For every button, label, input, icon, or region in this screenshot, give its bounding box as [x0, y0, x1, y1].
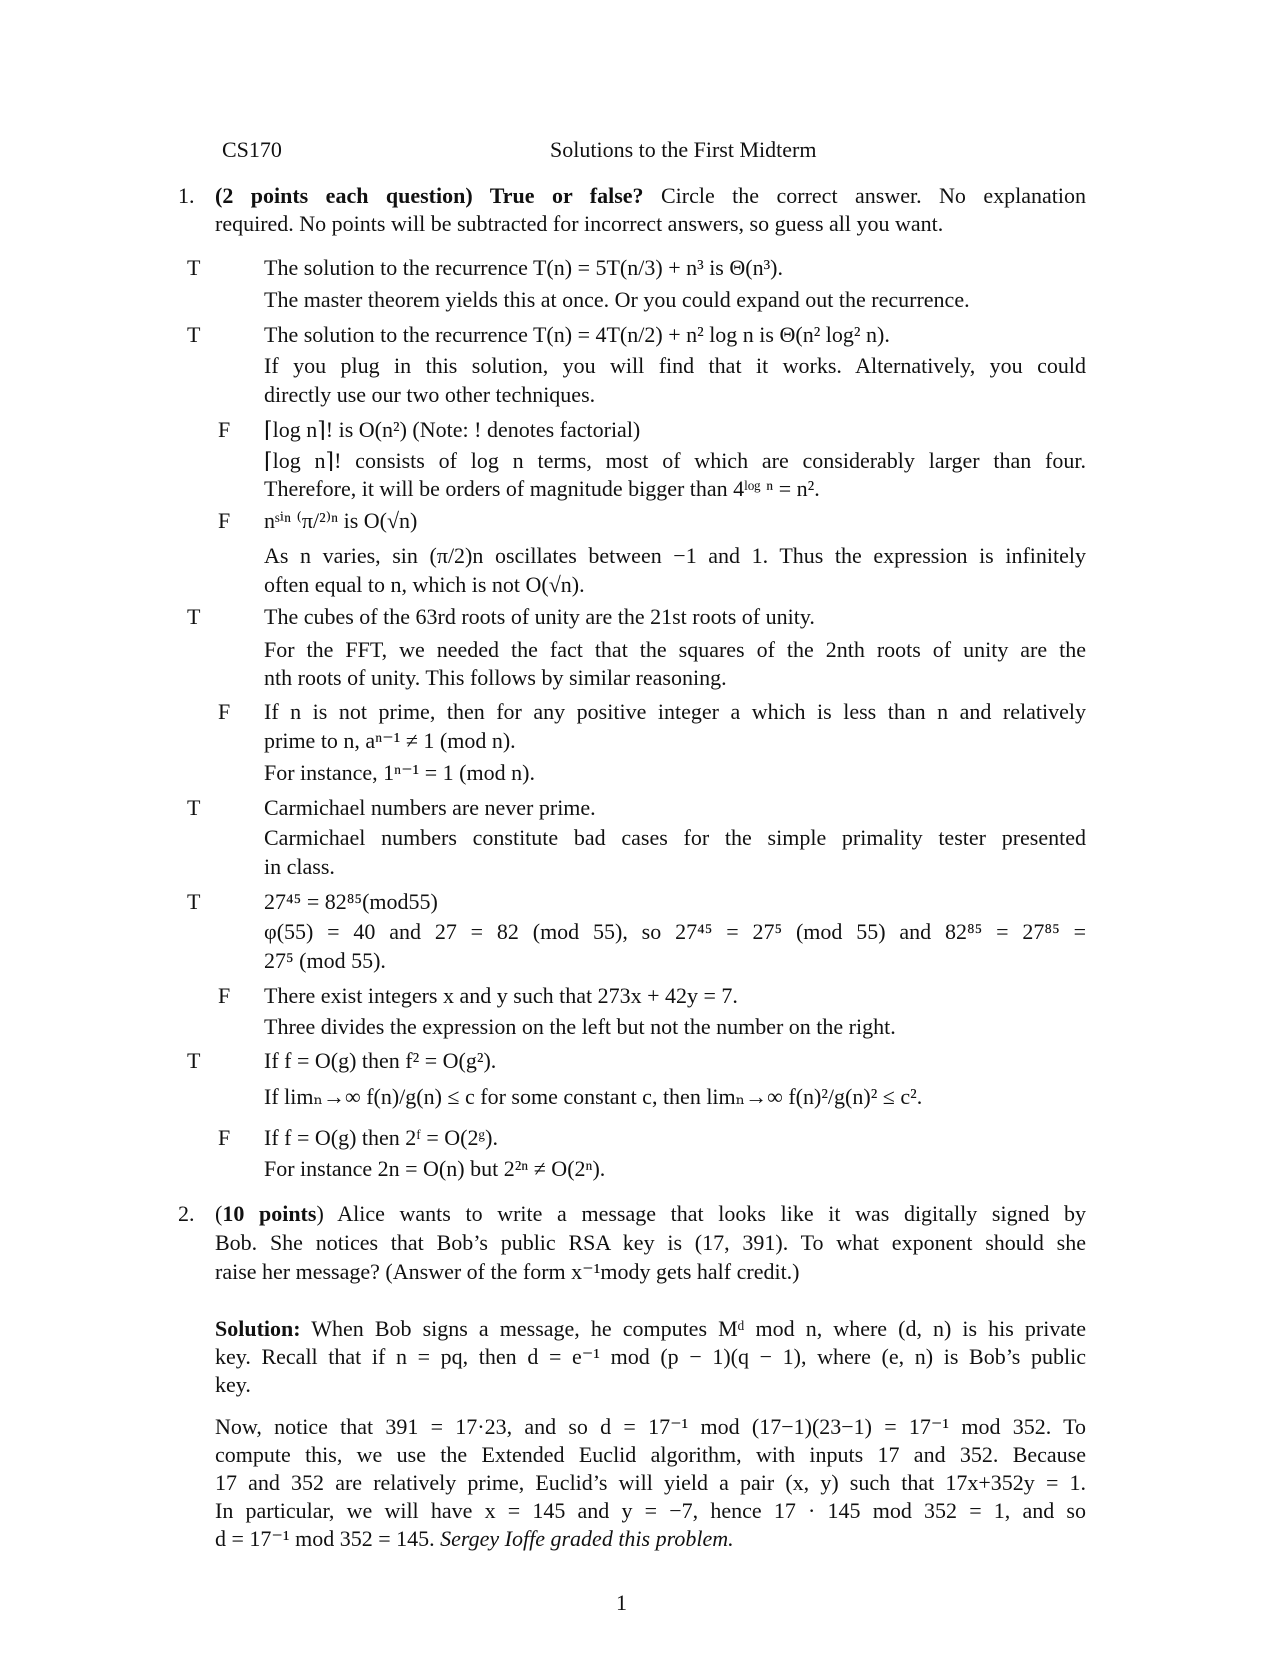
- item-explanation: in class.: [264, 854, 335, 879]
- solution-line-1: [215, 1316, 1086, 1342]
- answer-mark: F: [218, 983, 231, 1008]
- question-2-text: ) Alice wants to write a message that looks like it was digitally signed by: [316, 1201, 1086, 1226]
- course-label: CS170: [222, 137, 282, 162]
- solution-line-2: key. Recall that if n = pq, then d = e⁻¹ mod (p − 1)(q − 1), where (e, n) is Bob’s public: [215, 1344, 1086, 1369]
- item-statement: The solution to the recurrence T(n) = 4T(n/2) + n² log n is Θ(n² log² n).: [264, 322, 890, 347]
- answer-mark: F: [218, 699, 231, 724]
- question-1-number: 1.: [178, 183, 195, 208]
- item-statement: prime to n, aⁿ⁻¹ ≠ 1 (mod n).: [264, 728, 516, 753]
- solution-text: When Bob signs a message, he computes Mᵈ mod n, where (d, n) is his private: [300, 1316, 1086, 1341]
- answer-mark: F: [218, 417, 231, 442]
- item-explanation: often equal to n, which is not O(√n).: [264, 572, 585, 597]
- question-2-line-3: raise her message? (Answer of the form x⁻¹mody gets half credit.): [215, 1259, 800, 1284]
- answer-mark: F: [218, 508, 231, 533]
- solution-p2-line-5: [215, 1526, 734, 1552]
- item-explanation: If limₙ→∞ f(n)/g(n) ≤ c for some constant c, then limₙ→∞ f(n)²/g(n)² ≤ c².: [264, 1084, 923, 1109]
- question-2-line-1: [215, 1201, 1086, 1227]
- solution-final: d = 17⁻¹ mod 352 = 145.: [215, 1526, 435, 1551]
- answer-mark: T: [187, 322, 201, 347]
- item-explanation: For the FFT, we needed the fact that the squares of the 2nth roots of unity are the: [264, 637, 1086, 662]
- answer-mark: T: [187, 889, 201, 914]
- item-statement: If f = O(g) then 2ᶠ = O(2ᵍ).: [264, 1125, 498, 1150]
- answer-mark: T: [187, 255, 201, 280]
- item-statement: ⌈log n⌉! is O(n²) (Note: ! denotes factorial): [264, 417, 641, 442]
- question-2-points: 10 points: [222, 1201, 317, 1226]
- document-title: Solutions to the First Midterm: [550, 137, 817, 162]
- item-statement: There exist integers x and y such that 273x + 42y = 7.: [264, 983, 738, 1008]
- answer-mark: T: [187, 1048, 201, 1073]
- item-explanation: φ(55) = 40 and 27 = 82 (mod 55), so 27⁴⁵ = 27⁵ (mod 55) and 82⁸⁵ = 27⁸⁵ =: [264, 919, 1086, 944]
- item-statement: If n is not prime, then for any positive integer a which is less than n and relatively: [264, 699, 1086, 724]
- item-explanation: The master theorem yields this at once. Or you could expand out the recurrence.: [264, 287, 970, 312]
- question-1-line-2: required. No points will be subtracted for incorrect answers, so guess all you want.: [215, 211, 944, 236]
- answer-mark: T: [187, 795, 201, 820]
- item-statement: The solution to the recurrence T(n) = 5T(n/3) + n³ is Θ(n³).: [264, 255, 784, 280]
- page-number: 1: [616, 1590, 627, 1615]
- question-2-number: 2.: [178, 1201, 195, 1226]
- solution-p2-line-1: Now, notice that 391 = 17·23, and so d = 17⁻¹ mod (17−1)(23−1) = 17⁻¹ mod 352. To: [215, 1414, 1086, 1439]
- item-statement: nˢⁱⁿ ⁽π/²⁾ⁿ is O(√n): [264, 508, 418, 533]
- item-explanation: ⌈log n⌉! consists of log n terms, most of which are considerably larger than four.: [264, 448, 1086, 473]
- grader-note: Sergey Ioffe graded this problem.: [434, 1526, 734, 1551]
- item-explanation: 27⁵ (mod 55).: [264, 948, 386, 973]
- paren: (: [215, 1201, 223, 1226]
- item-explanation: For instance, 1ⁿ⁻¹ = 1 (mod n).: [264, 760, 535, 785]
- answer-mark: F: [218, 1125, 231, 1150]
- question-2-line-2: Bob. She notices that Bob’s public RSA key is (17, 391). To what exponent should she: [215, 1230, 1086, 1255]
- item-explanation: If you plug in this solution, you will find that it works. Alternatively, you could: [264, 353, 1086, 378]
- solution-p2-line-4: In particular, we will have x = 145 and y = −7, hence 17 · 145 mod 352 = 1, and so: [215, 1498, 1086, 1523]
- item-statement: 27⁴⁵ = 82⁸⁵(mod55): [264, 889, 438, 914]
- item-explanation: directly use our two other techniques.: [264, 382, 596, 407]
- item-explanation: For instance 2n = O(n) but 2²ⁿ ≠ O(2ⁿ).: [264, 1156, 606, 1181]
- item-explanation: Therefore, it will be orders of magnitude bigger than 4ˡᵒᵍ ⁿ = n².: [264, 476, 820, 501]
- solution-line-3: key.: [215, 1372, 251, 1397]
- solution-p2-line-3: 17 and 352 are relatively prime, Euclid’s will yield a pair (x, y) such that 17x+352y = 1.: [215, 1470, 1086, 1495]
- question-1-points: (2 points each question) True or false?: [215, 183, 644, 208]
- item-explanation: Three divides the expression on the left but not the number on the right.: [264, 1014, 896, 1039]
- solution-label: Solution:: [215, 1316, 301, 1341]
- question-1-line-1: [215, 183, 1086, 209]
- item-statement: If f = O(g) then f² = O(g²).: [264, 1048, 497, 1073]
- item-statement: Carmichael numbers are never prime.: [264, 795, 596, 820]
- solution-p2-line-2: compute this, we use the Extended Euclid algorithm, with inputs 17 and 352. Because: [215, 1442, 1086, 1467]
- item-explanation: Carmichael numbers constitute bad cases for the simple primality tester presented: [264, 825, 1086, 850]
- item-explanation: nth roots of unity. This follows by similar reasoning.: [264, 665, 727, 690]
- item-explanation: As n varies, sin (π/2)n oscillates between −1 and 1. Thus the expression is infinitely: [264, 543, 1086, 568]
- answer-mark: T: [187, 604, 201, 629]
- question-1-text: Circle the correct answer. No explanation: [643, 183, 1086, 208]
- item-statement: The cubes of the 63rd roots of unity are the 21st roots of unity.: [264, 604, 815, 629]
